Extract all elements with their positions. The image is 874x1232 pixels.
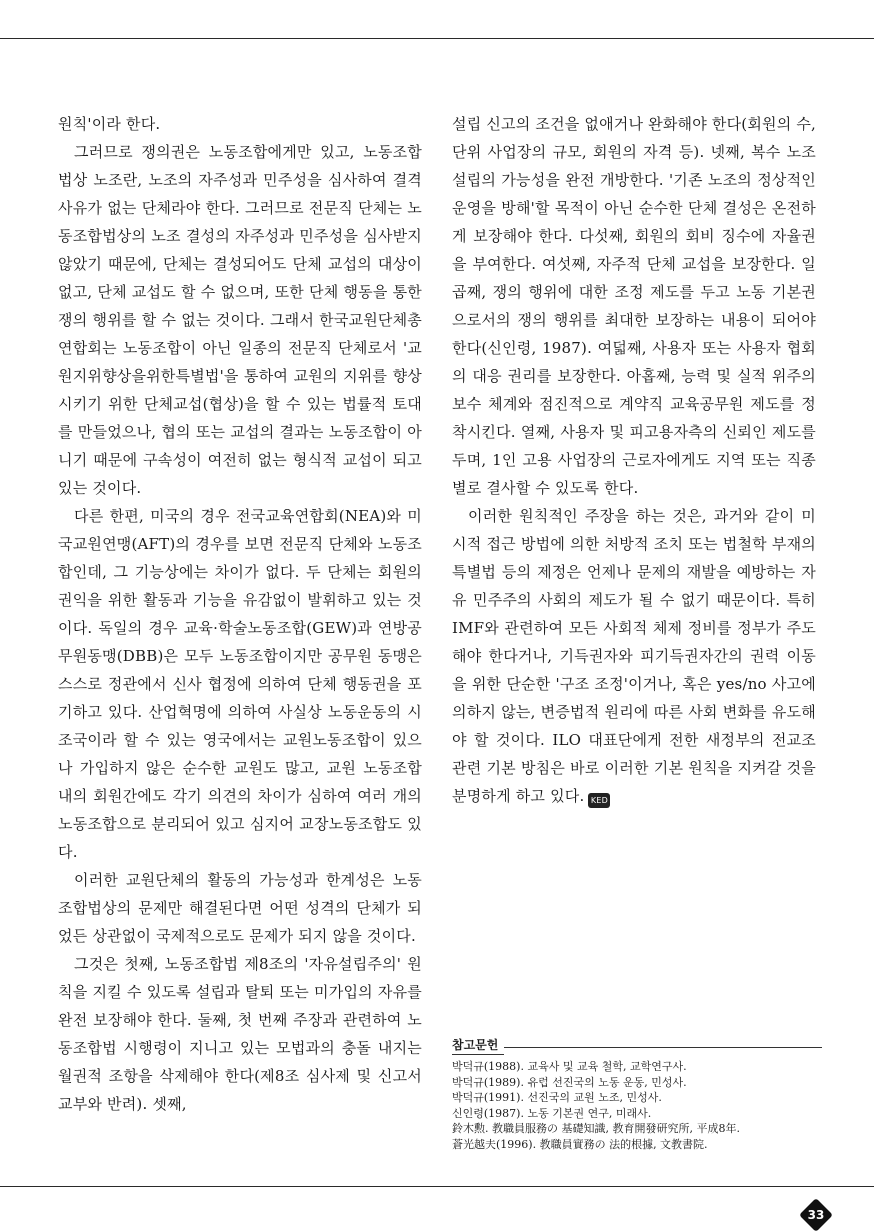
paragraph-text: 이러한 원칙적인 주장을 하는 것은, 과거와 같이 미시적 접근 방법에 의한 처방적 조치 또는 법철학 부재의 특별법 등의 제정은 언제나 문제의 재발을 예방하는 자유 민주주의 사회의 제도가 될 수 없기 때문이다. 특히 IMF와 관련하여 모든 사회적 체제 정비를 정부가 주도해야 한다거나, 기득권자와 피기득권자간의 권력 이동을 위한 단순한 '구조 조정'이거나, 혹은 yes/no 사고에 의하지 않는, 변증법적 원리에 따른 사회 변화를 유도해야 할 것이다. ILO 대표단에게 전한 새정부의 전교조 관련 기본 방침은 바로 이러한 기본 원칙을 지켜갈 것을 분명하게 하고 있다. — [452, 507, 816, 805]
reference-item: 박덕규(1988). 교육사 및 교육 철학, 교학연구사. — [452, 1060, 687, 1073]
reference-item: 신인령(1987). 노동 기본권 연구, 미래사. — [452, 1106, 652, 1120]
paragraph: 설립 신고의 조건을 없애거나 완화해야 한다(회원의 수, 단위 사업장의 규모, 회원의 자격 등). 넷째, 복수 노조 설립의 가능성을 완전 개방한다. '기존 노조의 정상적인 운영을 방해'할 목적이 아닌 순수한 단체 결성은 온전하게 보장해야 한다. 다섯째, 회원의 회비 징수에 자율권을 부여한다. 여섯째, 자주적 단체 교섭을 보장한다. 일곱째, 쟁의 행위에 대한 조정 제도를 두고 노동 기본권으로서의 쟁의 행위를 최대한 보장하는 내용이 되어야 한다(신인령, 1987). 여덟째, 사용자 또는 사용자 협회의 대응 권리를 보장한다. 아홉째, 능력 및 실적 위주의 보수 체계와 점진적으로 계약직 교육공무원 제도를 정착시킨다. 열째, 사용자 및 피고용자측의 신뢰인 제도를 두며, 1인 고용 사업장의 근로자에게도 지역 또는 직종별로 결사할 수 있도록 한다. — [452, 115, 817, 497]
reference-item: 박덕규(1989). 유럽 선진국의 노동 운동, 민성사. — [452, 1075, 687, 1089]
page-number-badge — [799, 1198, 833, 1232]
reference-item: 박덕규(1991). 선진국의 교원 노조, 민성사. — [452, 1091, 662, 1104]
paragraph: 이러한 교원단체의 활동의 가능성과 한계성은 노동조합법상의 문제만 해결된다면 어떤 성격의 단체가 되었든 상관없이 국제적으로도 문제가 되지 않을 것이다. — [58, 871, 422, 945]
references-title: 참고문헌 — [452, 1036, 504, 1055]
right-column — [452, 110, 816, 810]
paragraph: 원칙'이라 한다. — [58, 115, 161, 133]
paragraph: 그러므로 쟁의권은 노동조합에게만 있고, 노동조합법상 노조란, 노조의 자주성과 민주성을 심사하여 결격사유가 없는 단체라야 한다. 그러므로 전문직 단체는 노동조합법상의 노조 결성의 자주성과 민주성을 심사받지 않았기 때문에, 단체는 결성되어도 단체 교섭의 대상이 없고, 단체 교섭도 할 수 없으며, 또한 단체 행동을 통한 쟁의 행위를 할 수 없는 것이다. 그래서 한국교원단체총연합회는 노동조합이 아닌 일종의 전문직 단체로서 '교원지위향상을위한특별법'을 통하여 교원의 지위를 향상시키기 위한 단체교섭(협상)을 할 수 있는 법률적 토대를 만들었으나, 협의 또는 교섭의 결과는 노동조합이 아니기 때문에 구속성이 여전히 없는 형식적 교섭이 되고 있는 것이다. — [58, 143, 422, 497]
end-mark-icon: KED — [588, 793, 610, 808]
top-rule — [0, 38, 874, 39]
references — [452, 1036, 822, 1152]
paragraph: 그것은 첫째, 노동조합법 제8조의 '자유설립주의' 원칙을 지킬 수 있도록 설립과 탈퇴 또는 미가입의 자유를 완전 보장해야 한다. 둘째, 첫 번째 주장과 관련하여 노동조합법 시행령이 지니고 있는 모법과의 충돌 내지는 월권적 조항을 삭제해야 한다(제8조 심사제 및 신고서 교부와 반려). 셋째, — [58, 955, 422, 1113]
page-number: 33 — [807, 1208, 825, 1222]
paragraph: 다른 한편, 미국의 경우 전국교육연합회(NEA)와 미국교원연맹(AFT)의 경우를 보면 전문직 단체와 노동조합인데, 그 기능상에는 차이가 없다. 두 단체는 회원의 권익을 위한 활동과 기능을 유감없이 발휘하고 있는 것이다. 독일의 경우 교육·학술노동조합(GEW)과 연방공무원동맹(DBB)은 모두 노동조합이지만 공무원 동맹은 스스로 정관에서 신사 협정에 의하여 단체 행동권을 포기하고 있다. 산업혁명에 의하여 사실상 노동운동의 시조국이라 할 수 있는 영국에서는 교원노동조합이 있으나 가입하지 않은 순수한 교원도 많고, 교원 노동조합 내의 회원간에도 각기 의견의 차이가 심하여 여러 개의 노동조합으로 분리되어 있고 심지어 교장노동조합도 있다. — [58, 507, 422, 861]
references-divider — [504, 1047, 822, 1048]
reference-item: 鈴木勲. 教職員服務の 基礎知識, 教育開發研究所, 平成8年. — [452, 1122, 740, 1135]
reference-item: 蒼光越夫(1996). 教職員實務の 法的根據, 文教書院. — [452, 1137, 708, 1151]
paragraph — [452, 502, 816, 810]
bottom-rule — [0, 1186, 874, 1187]
left-column — [58, 110, 422, 1118]
references-header — [452, 1036, 822, 1055]
